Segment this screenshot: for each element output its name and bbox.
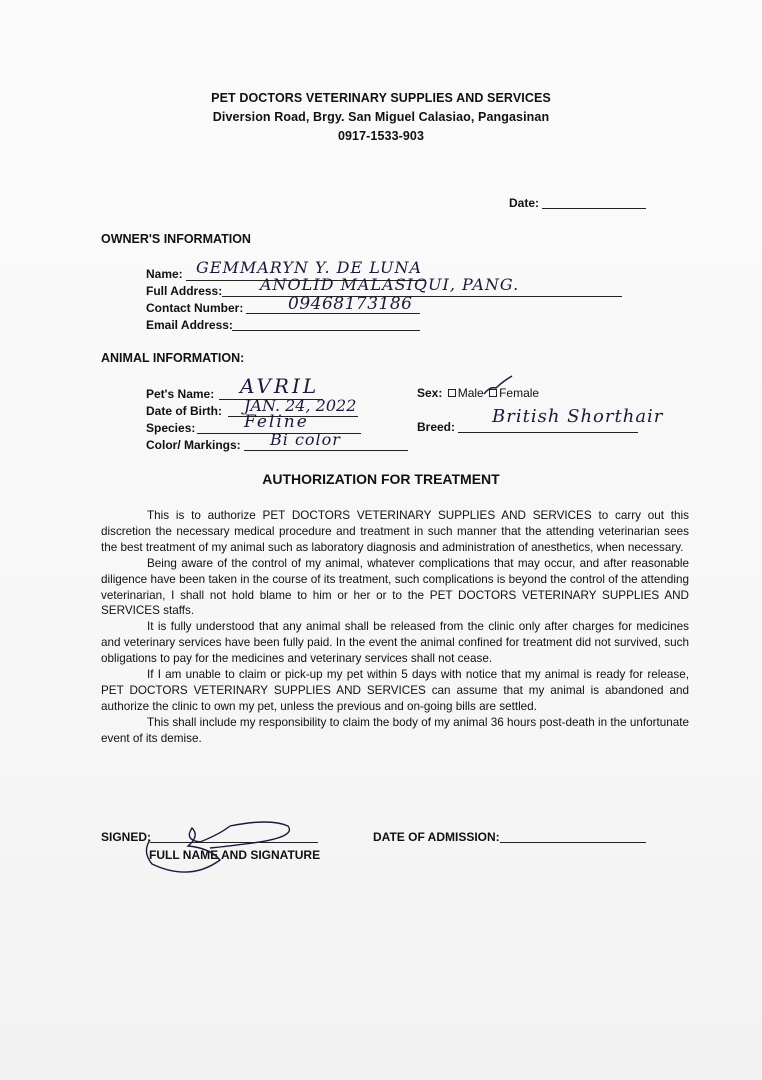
authorization-title: AUTHORIZATION FOR TREATMENT (262, 471, 500, 487)
address-label: Full Address: (146, 284, 223, 298)
animal-section-title: ANIMAL INFORMATION: (101, 351, 245, 365)
species-value: Feline (244, 412, 309, 432)
address-field[interactable] (222, 296, 622, 297)
dob-value: JAN. 24, 2022 (244, 396, 357, 415)
pet-name-label: Pet's Name: (146, 387, 215, 401)
clinic-name: PET DOCTORS VETERINARY SUPPLIES AND SERVICES (211, 91, 551, 105)
breed-field[interactable] (458, 432, 638, 433)
paragraph-1: This is to authorize PET DOCTORS VETERINARY SUPPLIES AND SERVICES to carry out this discretion the necessary medical procedure and treatment in such manner that the attending veterinarian sees the best treatment of my animal such as laboratory diagnosis and administration of anesthetics, when necessary. (101, 509, 689, 554)
email-field[interactable] (232, 330, 420, 331)
color-label: Color/ Markings: (146, 438, 241, 452)
color-field[interactable] (244, 450, 408, 451)
male-checkbox[interactable] (448, 389, 456, 397)
name-label: Name: (146, 267, 183, 281)
contact-label: Contact Number: (146, 301, 244, 315)
clinic-address: Diversion Road, Brgy. San Miguel Calasiao, Pangasinan (212, 110, 550, 124)
female-check-mark (482, 372, 516, 406)
color-value: Bi color (270, 430, 341, 449)
sex-label: Sex: (417, 386, 443, 400)
address-value: ANOLID MALASIQUI, PANG. (260, 275, 520, 294)
species-label: Species: (146, 421, 196, 435)
sex-group (417, 386, 539, 400)
breed-label: Breed: (417, 420, 456, 434)
dob-label: Date of Birth: (146, 404, 222, 418)
signed-label: SIGNED: (101, 830, 152, 844)
authorization-body (101, 508, 689, 747)
paragraph-3: It is fully understood that any animal shall be released from the clinic only after charges for medicines and veterinary services have been fully paid. In the event the animal confined for treatment did not survived, such obligations to pay for the medicines and veterinary services shall not cease. (101, 620, 689, 666)
owner-section-title: OWNER'S INFORMATION (101, 232, 251, 246)
breed-value: British Shorthair (492, 406, 664, 427)
signature-scribble (130, 812, 300, 878)
pet-name-value: AVRIL (240, 374, 320, 398)
paragraph-2: Being aware of the control of my animal, whatever complications that may occur, and after reasonable diligence have been taken in the course of its treatment, such complications is beyond the control of the attending veterinarian, I shall not hold blame to him or her or to the PET DOCTORS VETERINARY SUPPLIES AND SERVICES staffs. (101, 556, 689, 618)
email-label: Email Address: (146, 318, 233, 332)
clinic-phone: 0917-1533-903 (337, 129, 425, 143)
date-admission-field[interactable] (500, 842, 646, 843)
date-admission-label: DATE OF ADMISSION: (373, 830, 500, 844)
male-option: Male (457, 386, 484, 400)
female-option: Female (499, 386, 540, 400)
date-label: Date: (509, 196, 540, 210)
paragraph-4: If I am unable to claim or pick-up my pet within 5 days with notice that my animal is ready for release, PET DOCTORS VETERINARY SUPPLIES AND SERVICES can assume that my animal is abandoned and authorize the clinic to own my pet, unless the previous and on-going bills are settled. (101, 668, 689, 713)
name-value: GEMMARYN Y. DE LUNA (196, 258, 423, 277)
contact-value: 09468173186 (288, 294, 413, 314)
date-field[interactable] (542, 208, 646, 209)
full-name-label: FULL NAME AND SIGNATURE (149, 848, 321, 862)
paragraph-5: This shall include my responsibility to claim the body of my animal 36 hours post-death in the unfortunate event of its demise. (101, 715, 689, 745)
